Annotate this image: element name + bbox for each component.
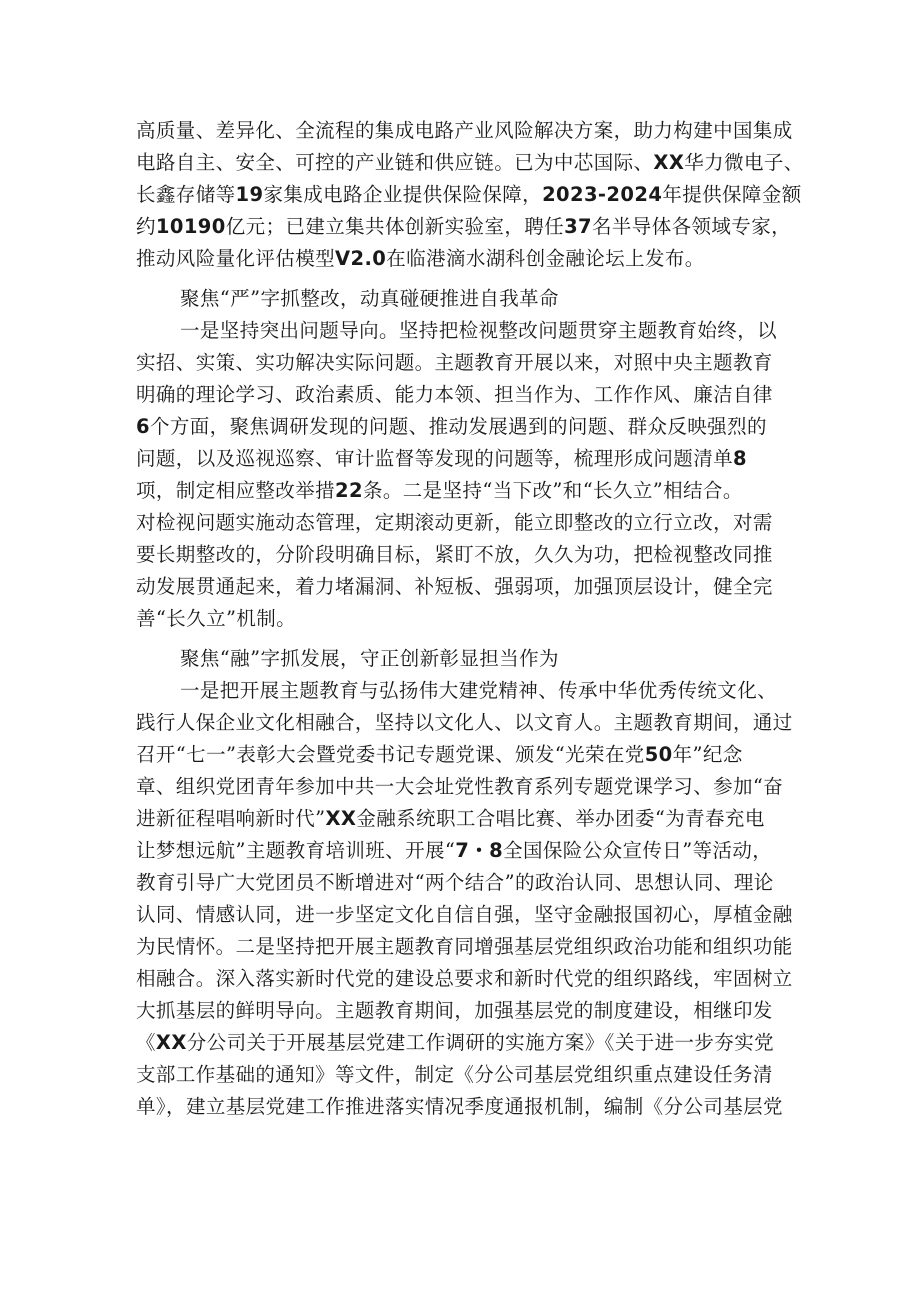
text-line	[180, 315, 777, 347]
text-segment: 金融系统职工合唱比赛、举办团委“为青春充电	[356, 807, 765, 830]
section-heading	[180, 283, 559, 315]
text-segment: 聚焦“融”字抓发展，守正创新彰显担当作为	[180, 647, 559, 670]
text-line	[136, 571, 773, 603]
bold-number: 19	[235, 183, 264, 206]
text-line	[136, 443, 747, 475]
text-segment: 个方面，聚焦调研发现的问题、推动发展遇到的问题、群众反映强烈的	[149, 415, 767, 438]
text-segment: 年提供保障金额	[662, 183, 802, 206]
text-segment: 认同、情感认同，进一步坚定文化自信自强，坚守金融报国初心，厚植金融	[136, 903, 793, 926]
text-line	[136, 603, 296, 635]
text-line	[136, 739, 743, 771]
text-line	[136, 931, 793, 963]
bold-number: XX	[653, 151, 685, 174]
text-segment: 支部工作基础的通知》等文件，制定《分公司基层党组织重点建设任务清	[136, 1063, 773, 1086]
text-line	[136, 147, 804, 179]
text-segment: 召开“七一”表彰大会暨党委书记专题党课、颁发“光荣在党	[136, 743, 645, 766]
text-segment: 一是把开展主题教育与弘扬伟大建党精神、传承中华优秀传统文化、	[180, 679, 778, 702]
text-segment: 聚焦“严”字抓整改，动真碰硬推进自我革命	[180, 287, 559, 310]
text-line	[136, 707, 793, 739]
text-line	[136, 1027, 774, 1059]
text-segment: 单》，建立基层党建工作推进落实情况季度通报机制，编制《分公司基层党	[136, 1095, 783, 1118]
text-segment: 对检视问题实施动态管理，定期滚动更新，能立即整改的立行立改，对需	[136, 511, 773, 534]
text-line	[136, 995, 773, 1027]
text-segment: 在临港滴水湖科创金融论坛上发布。	[386, 247, 705, 270]
text-line	[136, 539, 773, 571]
bold-number: 8	[733, 447, 747, 470]
text-segment: 章、组织党团青年参加中共一大会址党性教育系列专题党课学习、参加“奋	[136, 775, 784, 798]
text-line	[136, 379, 773, 411]
text-line	[180, 675, 777, 707]
text-line	[136, 803, 765, 835]
text-segment: 高质量、差异化、全流程的集成电路产业风险解决方案，助力构建中国集成	[136, 119, 793, 142]
text-segment: 要长期整改的，分阶段明确目标，紧盯不放，久久为功，把检视整改同推	[136, 543, 773, 566]
text-line	[136, 179, 802, 211]
bold-number: 22	[335, 479, 363, 502]
text-line	[136, 835, 772, 867]
text-segment: 动发展贯通起来，着力堵漏洞、补短板、强弱项，加强顶层设计，健全完	[136, 575, 773, 598]
bold-number: XX	[155, 1031, 187, 1054]
text-segment: 推动风险量化评估模型	[136, 247, 336, 270]
text-segment: 教育引导广大党团员不断增进对“两个结合”的政治认同、思想认同、理论	[136, 871, 774, 894]
text-segment: 项，制定相应整改举措	[136, 479, 336, 502]
text-line	[136, 1059, 773, 1091]
bold-number: XX	[325, 807, 357, 830]
text-segment: 为民情怀。二是坚持把开展主题教育同增强基层党组织政治功能和组织功能	[136, 935, 793, 958]
text-line	[136, 411, 767, 443]
text-line	[136, 211, 791, 243]
text-segment: 进新征程唱响新时代”	[136, 807, 326, 830]
text-segment: 华力微电子、	[684, 151, 804, 174]
text-segment: 长鑫存储等	[136, 183, 236, 206]
section-heading	[180, 643, 559, 675]
text-segment: 年”纪念	[672, 743, 743, 766]
text-segment: 问题，以及巡视巡察、审计监督等发现的问题等，梳理形成问题清单	[136, 447, 734, 470]
text-segment: 相融合。深入落实新时代党的建设总要求和新时代党的组织路线，牢固树立	[136, 967, 793, 990]
text-segment: 分公司关于开展基层党建工作调研的实施方案》《关于进一步夯实党	[186, 1031, 775, 1054]
bold-number: 7・8	[455, 839, 504, 862]
text-line	[136, 507, 773, 539]
text-segment: 践行人保企业文化相融合，坚持以文化人、以文育人。主题教育期间，通过	[136, 711, 793, 734]
text-segment: 名半导体各领域专家，	[592, 215, 792, 238]
text-segment: 《	[136, 1031, 156, 1054]
text-segment: 约	[136, 215, 156, 238]
text-segment: 全国保险公众宣传日”等活动，	[503, 839, 773, 862]
text-line	[136, 475, 743, 507]
bold-number: 37	[564, 215, 592, 238]
text-segment: 电路自主、安全、可控的产业链和供应链。已为中芯国际、	[136, 151, 654, 174]
text-line	[136, 347, 773, 379]
bold-number: 10190	[155, 215, 226, 238]
text-line	[136, 771, 783, 803]
text-line	[136, 867, 774, 899]
text-segment: 亿元；已建立集共体创新实验室，聘任	[225, 215, 565, 238]
text-segment: 实招、实策、实功解决实际问题。主题教育开展以来，对照中央主题教育	[136, 351, 773, 374]
text-segment: 大抓基层的鲜明导向。主题教育期间，加强基层党的制度建设，相继印发	[136, 999, 773, 1022]
text-line	[136, 1091, 783, 1123]
text-segment: 家集成电路企业提供保险保障，	[263, 183, 543, 206]
text-line	[136, 963, 793, 995]
text-segment: 善“长久立”机制。	[136, 607, 297, 630]
bold-number: 6	[136, 415, 150, 438]
text-line	[136, 899, 793, 931]
text-segment: 条。二是坚持“当下改”和“长久立”相结合。	[362, 479, 743, 502]
text-line	[136, 243, 705, 275]
text-line	[136, 115, 793, 147]
bold-number: 2023-2024	[542, 183, 663, 206]
text-segment: 一是坚持突出问题导向。坚持把检视整改问题贯穿主题教育始终，以	[180, 319, 778, 342]
text-segment: 明确的理论学习、政治素质、能力本领、担当作为、工作作风、廉洁自律	[136, 383, 773, 406]
bold-number: 50	[644, 743, 673, 766]
bold-number: V2.0	[335, 247, 387, 270]
text-segment: 让梦想远航”主题教育培训班、开展“	[136, 839, 456, 862]
